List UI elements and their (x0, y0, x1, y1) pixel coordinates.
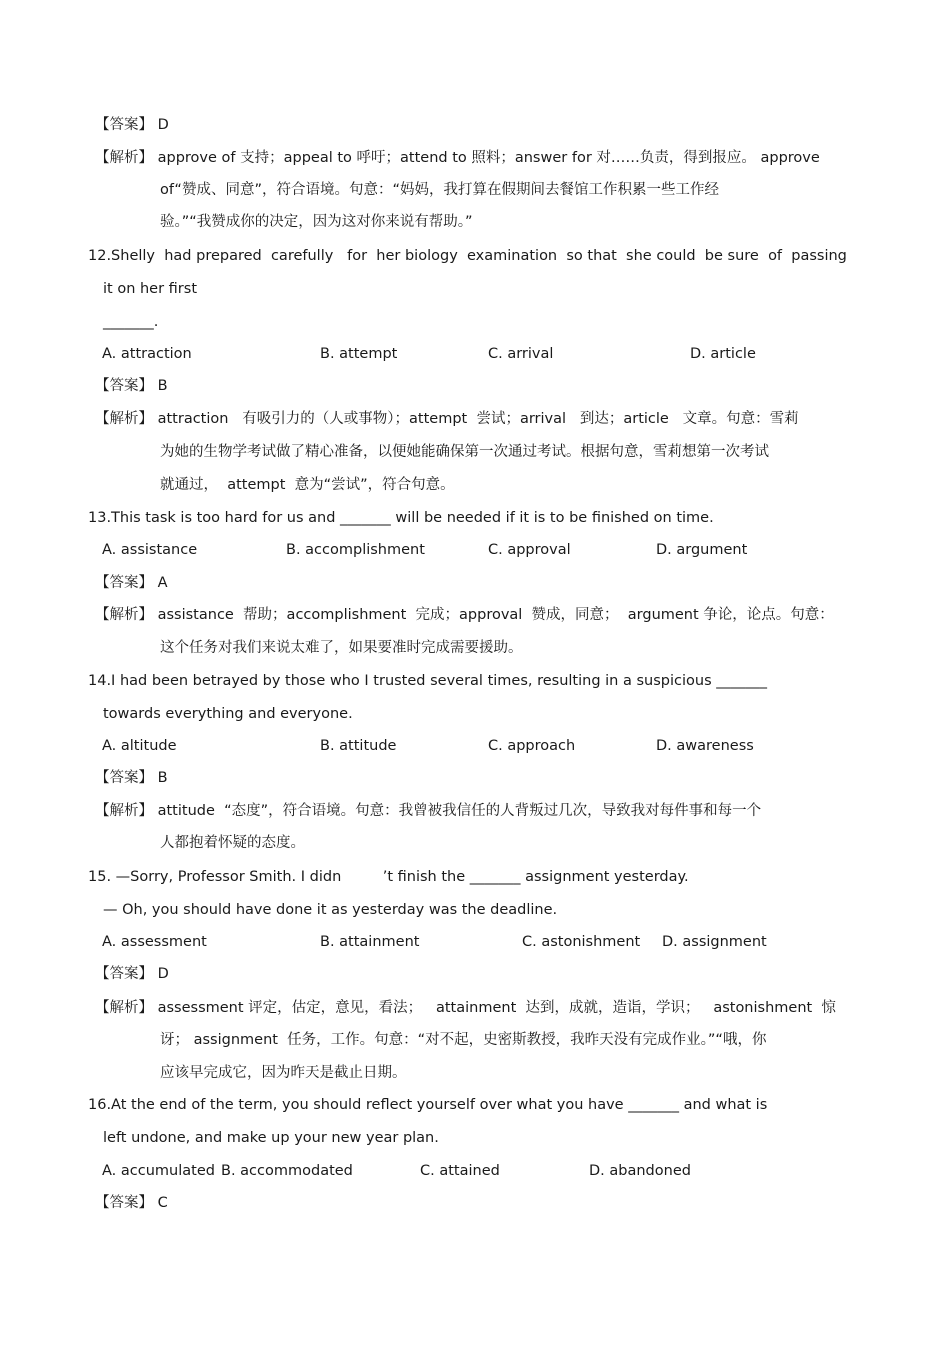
text-line: left undone, and make up your new year plan. (103, 1130, 439, 1146)
text-line: C. arrival (488, 346, 554, 362)
text-line: 验。”“我赞成你的决定，因为这对你来说有帮助。” (160, 214, 473, 230)
text-line: A. assessment (102, 934, 207, 950)
text-line: 应该早完成它，因为昨天是截止日期。 (160, 1065, 407, 1081)
text-line: — Oh, you should have done it as yesterday was the deadline. (103, 902, 558, 918)
text-line: 人都抱着怀疑的态度。 (160, 835, 305, 851)
text-line: 【答案】 A (95, 575, 168, 591)
text-line: B. accommodated (221, 1163, 353, 1179)
text-line: 就通过， attempt 意为“尝试”，符合句意。 (160, 477, 455, 493)
text-line: 【答案】 B (95, 770, 168, 786)
text-line: D. argument (656, 542, 748, 558)
text-line: B. attainment (320, 934, 420, 950)
text-line: A. altitude (102, 738, 177, 754)
text-line: _______. (103, 314, 159, 330)
text-line: 【解析】 attitude “态度”，符合语境。句意：我曾被我信任的人背叛过几次，导致我对每件事和每一个 (95, 803, 762, 819)
text-line: C. astonishment (522, 934, 641, 950)
text-line: D. article (690, 346, 756, 362)
text-line: 14.I had been betrayed by those who I trusted several times, resulting in a suspicious _______ (88, 673, 767, 689)
text-line: A. accumulated (102, 1163, 215, 1179)
text-line: D. awareness (656, 738, 754, 754)
text-line: C. approval (488, 542, 571, 558)
text-line: 13.This task is too hard for us and _______ will be needed if it is to be finished on time. (88, 510, 714, 526)
text-line: 【解析】 attraction 有吸引力的（人或事物）；attempt 尝试；arrival 到达；article 文章。句意：雪莉 (95, 411, 799, 427)
text-line: B. accomplishment (286, 542, 425, 558)
text-line: towards everything and everyone. (103, 706, 353, 722)
text-line: 【答案】 B (95, 378, 168, 394)
text-line: 【解析】 approve of 支持；appeal to 呼吁；attend to 照料；answer for 对……负责，得到报应。 approve (95, 150, 820, 166)
text-line: it on her first (103, 281, 198, 297)
text-line: C. approach (488, 738, 576, 754)
text-line: 为她的生物学考试做了精心准备，以便她能确保第一次通过考试。根据句意，雪莉想第一次考试 (160, 444, 769, 460)
text-line: B. attempt (320, 346, 398, 362)
text-line: 12.Shelly had prepared carefully for her biology examination so that she could be sure of passing (88, 248, 847, 264)
text-line: 【答案】 D (95, 117, 169, 133)
text-line: 【解析】 assistance 帮助；accomplishment 完成；approval 赞成，同意； argument 争论，论点。句意： (95, 607, 834, 623)
text-line: of“赞成、同意”，符合语境。句意：“妈妈，我打算在假期间去餐馆工作积累一些工作经 (160, 182, 719, 198)
text-line: A. attraction (102, 346, 192, 362)
text-line: 这个任务对我们来说太难了，如果要准时完成需要援助。 (160, 640, 523, 656)
text-line: 15. —Sorry, Professor Smith. I didn ’t finish the _______ assignment yesterday. (88, 869, 689, 885)
text-line: B. attitude (320, 738, 397, 754)
text-line: 讶； assignment 任务，工作。句意：“对不起，史密斯教授，我昨天没有完成作业。”“哦，你 (160, 1032, 767, 1048)
text-line: 【答案】 D (95, 966, 169, 982)
text-line: A. assistance (102, 542, 198, 558)
text-line: D. assignment (662, 934, 767, 950)
text-line: 16.At the end of the term, you should reflect yourself over what you have _______ and what is (88, 1097, 768, 1113)
text-line: 【解析】 assessment 评定，估定，意见，看法； attainment 达到，成就，造诣，学识； astonishment 惊 (95, 1000, 836, 1016)
text-line: C. attained (420, 1163, 500, 1179)
text-line: 【答案】 C (95, 1195, 168, 1211)
text-line: D. abandoned (589, 1163, 691, 1179)
